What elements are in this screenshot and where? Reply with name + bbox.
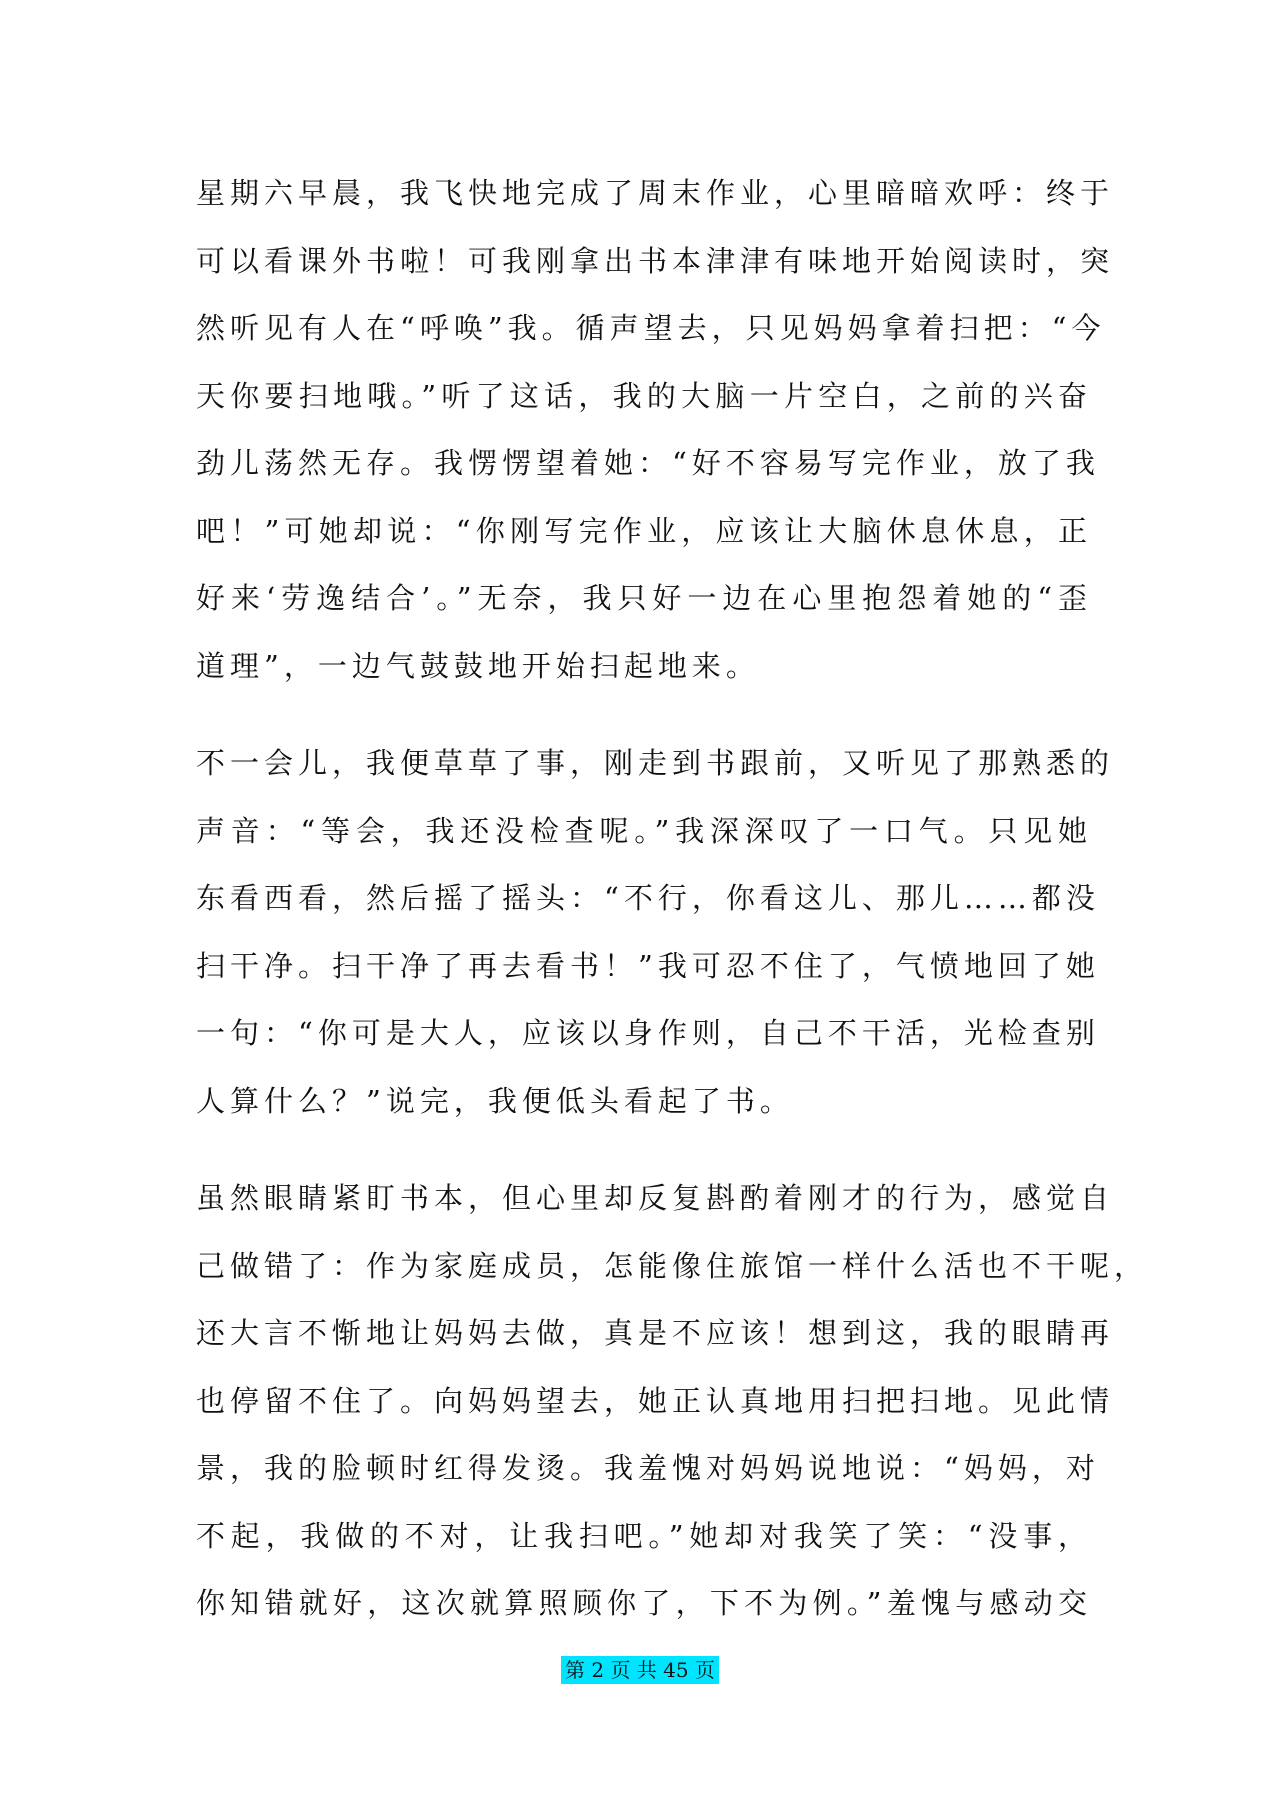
text-line: 吧！”可她却说：“你刚写完作业，应该让大脑休息休息，正: [196, 513, 1092, 548]
text-line: 劲儿荡然无存。我愣愣望着她：“好不容易写完作业，放了我: [196, 446, 1100, 480]
text-line: 景，我的脸顿时红得发烫。我羞愧对妈妈说地说：“妈妈，对: [196, 1451, 1100, 1485]
text-line: 己做错了：作为家庭成员，怎能像住旅馆一样什么活也不干呢，: [196, 1248, 1149, 1283]
text-line: 道理”，一边气鼓鼓地开始扫起地来。: [196, 648, 760, 683]
paragraph-1: [196, 160, 1115, 700]
text-line: 还大言不惭地让妈妈去做，真是不应该！想到这，我的眼睛再: [196, 1316, 1115, 1350]
text-line: 好来‘劳逸结合’。”无奈，我只好一边在心里抱怨着她的“歪: [196, 581, 1092, 615]
paragraph-3: [196, 1165, 1149, 1638]
text-line: 也停留不住了。向妈妈望去，她正认真地用扫把扫地。见此情: [196, 1383, 1115, 1418]
text-line: 人算什么？”说完，我便低头看起了书。: [196, 1083, 794, 1118]
text-line: 声音：“等会，我还没检查呢。”我深深叹了一口气。只见她: [196, 813, 1092, 848]
text-line: 一句：“你可是大人，应该以身作则，自己不干活，光检查别: [196, 1016, 1100, 1050]
text-line: 扫干净。扫干净了再去看书！”我可忍不住了，气愤地回了她: [196, 948, 1100, 983]
text-line: 东看西看，然后摇了摇头：“不行，你看这儿、那儿……都没: [196, 881, 1100, 915]
text-line: 可以看课外书啦！可我刚拿出书本津津有味地开始阅读时，突: [196, 243, 1115, 278]
text-line: 虽然眼睛紧盯书本，但心里却反复斟酌着刚才的行为，感觉自: [196, 1181, 1115, 1215]
text-line: 然听见有人在“呼唤”我。循声望去，只见妈妈拿着扫把：“今: [196, 311, 1106, 345]
text-line: 天你要扫地哦。”听了这话，我的大脑一片空白，之前的兴奋: [196, 378, 1092, 413]
text-line: 你知错就好，这次就算照顾你了，下不为例。”羞愧与感动交: [196, 1586, 1092, 1620]
text-line: 星期六早晨，我飞快地完成了周末作业，心里暗暗欢呼：终于: [196, 176, 1115, 210]
paragraph-2: [196, 730, 1115, 1135]
page-number-label: 第 2 页 共 45 页: [561, 1656, 719, 1684]
text-line: 不起，我做的不对，让我扫吧。”她却对我笑了笑：“没事，: [196, 1518, 1092, 1553]
page-footer: [0, 1656, 1280, 1684]
document-body: [196, 160, 1149, 1668]
text-line: 不一会儿，我便草草了事，刚走到书跟前，又听见了那熟悉的: [196, 746, 1115, 780]
